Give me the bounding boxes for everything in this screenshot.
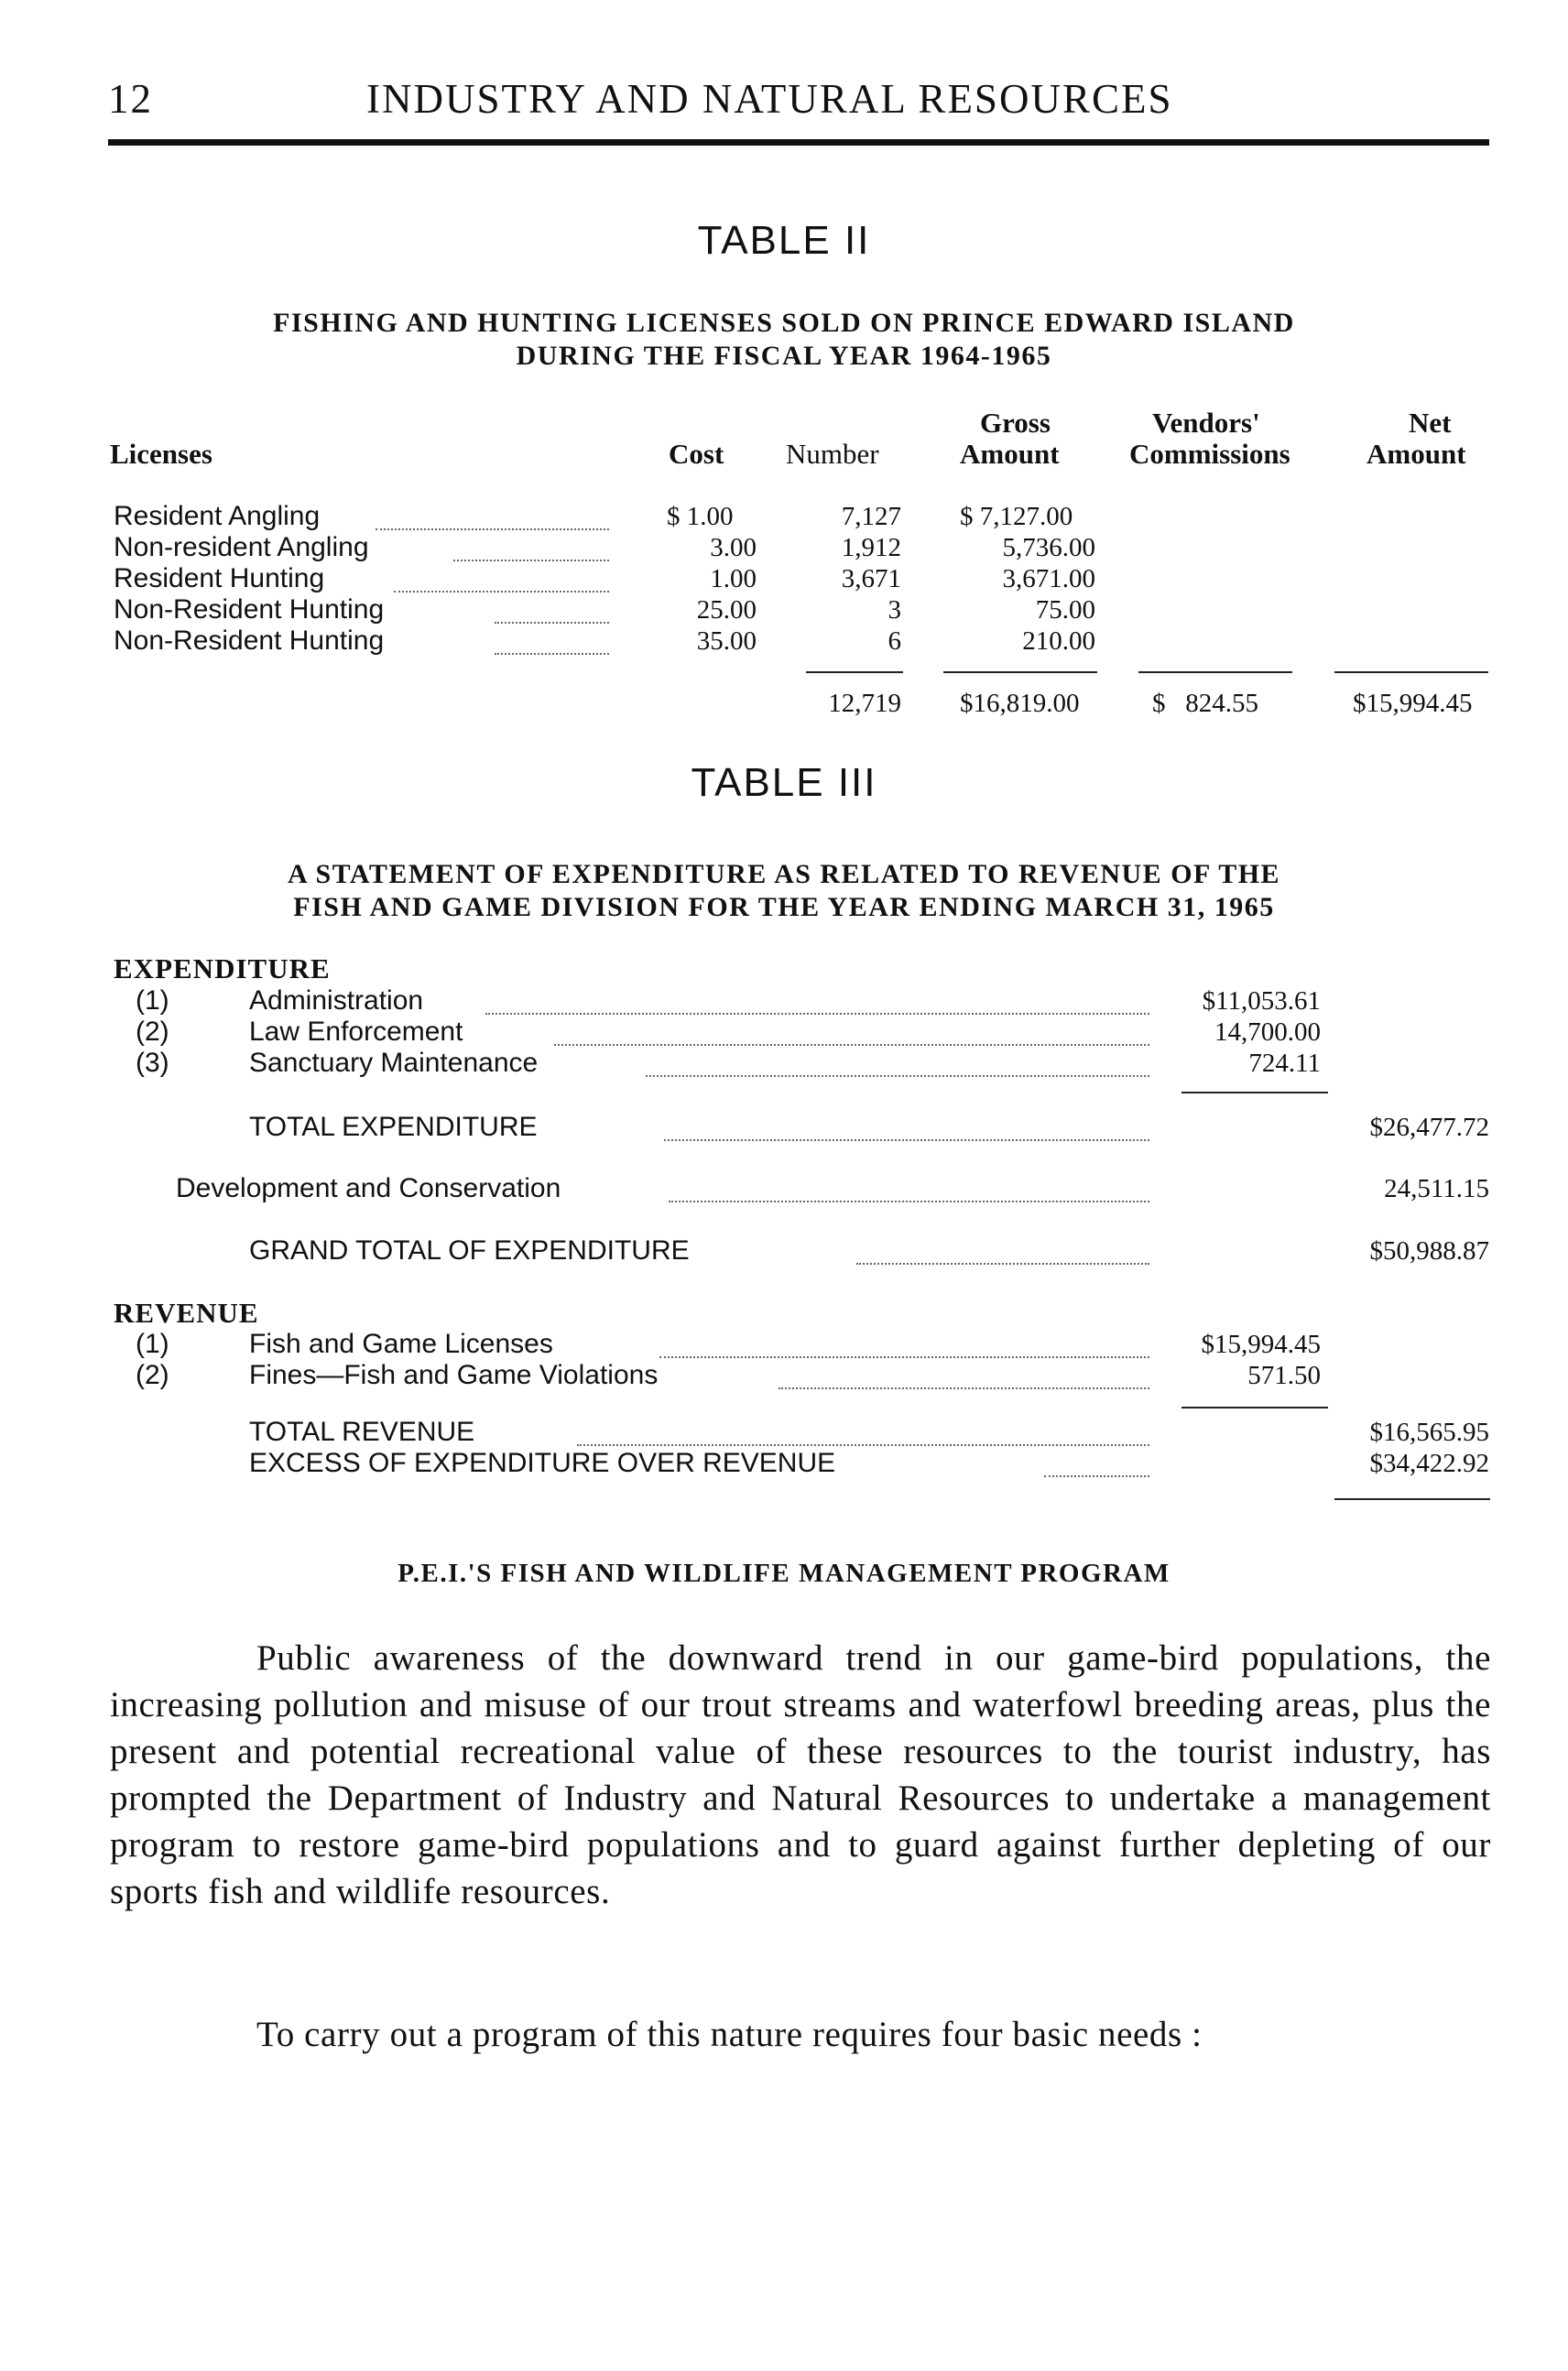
subtotal-rule (1181, 1092, 1328, 1093)
total-rule-gross (943, 671, 1097, 673)
license-cost: 1.00 (710, 564, 757, 593)
item-amount: 724.11 (1248, 1049, 1321, 1078)
table3-heading-line1: A STATEMENT OF EXPENDITURE AS RELATED TO REVENUE OF THE (287, 859, 1281, 889)
total-net: $15,994.45 (1353, 689, 1473, 718)
total-vendors: $ 824.55 (1152, 689, 1258, 718)
dot-leader (646, 1075, 1149, 1077)
item-number: (3) (136, 1048, 169, 1078)
license-name: Non-resident Angling (114, 532, 369, 562)
header-rule (108, 139, 1489, 146)
development-amount: 24,511.15 (1384, 1174, 1489, 1203)
dot-leader (485, 1013, 1149, 1015)
license-number: 3,671 (841, 564, 901, 593)
item-label: Fish and Game Licenses (249, 1329, 553, 1359)
total-number: 12,719 (828, 689, 901, 718)
item-label: Fines—Fish and Game Violations (249, 1360, 659, 1390)
license-name: Non-Resident Hunting (114, 594, 385, 625)
item-number: (2) (136, 1360, 169, 1390)
table2-heading-line2: DURING THE FISCAL YEAR 1964-1965 (516, 341, 1052, 371)
page-number: 12 (108, 76, 153, 122)
license-number: 1,912 (841, 533, 901, 562)
program-paragraph-2: To carry out a program of this nature requires four basic needs : (256, 2015, 1203, 2054)
dot-leader (1044, 1475, 1149, 1477)
col-cost: Cost (669, 438, 724, 470)
dot-leader (659, 1356, 1149, 1358)
col-licenses: Licenses (110, 438, 212, 470)
total-revenue-label: TOTAL REVENUE (249, 1417, 475, 1447)
item-amount: $11,053.61 (1202, 986, 1321, 1016)
item-amount: $15,994.45 (1201, 1330, 1321, 1359)
program-paragraph-1: Public awareness of the downward trend in our game-bird populations, the increasing pollution and misuse of our trout streams and waterfowl breeding areas, plus the present and potential recreational value of these resources to the tourist industry, has prompted the Department of Industry and Natural Resources to undertake a management program to restore game-bird populations and to guard against further depleting of our sports fish and wildlife resources. (110, 1638, 1491, 1911)
total-gross: $16,819.00 (960, 689, 1080, 718)
license-cost: $ 1.00 (667, 502, 734, 531)
grand-total-label: GRAND TOTAL OF EXPENDITURE (249, 1235, 690, 1266)
dot-leader (394, 591, 609, 593)
dot-leader (495, 622, 609, 624)
item-number: (1) (136, 985, 169, 1016)
dot-leader (779, 1387, 1149, 1389)
table3-heading-line2: FISH AND GAME DIVISION FOR THE YEAR ENDING MARCH 31, 1965 (293, 892, 1275, 922)
license-number: 6 (887, 626, 901, 656)
col-number: Number (786, 438, 879, 470)
subtotal-rule (1181, 1407, 1328, 1408)
col-vendors-1: Vendors' (1152, 407, 1260, 439)
item-label: Sanctuary Maintenance (249, 1048, 539, 1078)
revenue-label: REVENUE (114, 1297, 259, 1329)
license-cost: 35.00 (696, 626, 757, 656)
license-name: Resident Angling (114, 501, 321, 531)
item-number: (2) (136, 1017, 169, 1047)
license-gross: 210.00 (1022, 626, 1095, 656)
dot-leader (453, 560, 609, 561)
total-revenue: $16,565.95 (1369, 1418, 1489, 1447)
development-label: Development and Conservation (176, 1173, 561, 1203)
dot-leader (495, 653, 609, 655)
license-gross: 3,671.00 (1002, 564, 1095, 593)
license-name: Non-Resident Hunting (114, 625, 385, 656)
program-heading: P.E.I.'S FISH AND WILDLIFE MANAGEMENT PROGRAM (397, 1559, 1171, 1588)
final-rule (1334, 1498, 1490, 1500)
license-cost: 25.00 (696, 595, 757, 625)
license-number: 7,127 (841, 502, 901, 531)
license-gross: $ 7,127.00 (960, 502, 1073, 531)
dot-leader (554, 1044, 1149, 1046)
item-label: Law Enforcement (249, 1017, 463, 1047)
item-amount: 14,700.00 (1214, 1017, 1321, 1047)
license-name: Resident Hunting (114, 563, 325, 593)
item-amount: 571.50 (1247, 1361, 1321, 1390)
col-net-2: Amount (1367, 438, 1466, 470)
dot-leader (669, 1201, 1149, 1202)
license-gross: 5,736.00 (1002, 533, 1095, 562)
col-gross-1: Gross (980, 407, 1051, 439)
license-cost: 3.00 (710, 533, 757, 562)
item-label: Administration (249, 985, 424, 1016)
excess-label: EXCESS OF EXPENDITURE OVER REVENUE (249, 1448, 836, 1478)
total-rule-vendors (1138, 671, 1292, 673)
dot-leader (664, 1139, 1149, 1141)
table3-title: TABLE III (691, 760, 877, 805)
dot-leader (856, 1263, 1149, 1265)
expenditure-label: EXPENDITURE (114, 952, 331, 984)
dot-leader (577, 1444, 1149, 1446)
running-head-title: INDUSTRY AND NATURAL RESOURCES (366, 76, 1173, 122)
license-gross: 75.00 (1035, 595, 1095, 625)
col-vendors-2: Commissions (1129, 438, 1290, 470)
table2-title: TABLE II (697, 218, 871, 263)
total-expenditure-label: TOTAL EXPENDITURE (249, 1112, 538, 1142)
total-expenditure: $26,477.72 (1369, 1113, 1489, 1142)
total-rule-number (806, 671, 903, 673)
item-number: (1) (136, 1329, 169, 1359)
excess-amount: $34,422.92 (1369, 1449, 1489, 1478)
license-number: 3 (887, 595, 901, 625)
col-net-1: Net (1409, 407, 1452, 439)
total-rule-net (1334, 671, 1488, 673)
col-gross-2: Amount (960, 438, 1060, 470)
grand-total: $50,988.87 (1369, 1236, 1489, 1266)
dot-leader (376, 528, 609, 530)
table2-heading-line1: FISHING AND HUNTING LICENSES SOLD ON PRINCE EDWARD ISLAND (273, 308, 1295, 338)
